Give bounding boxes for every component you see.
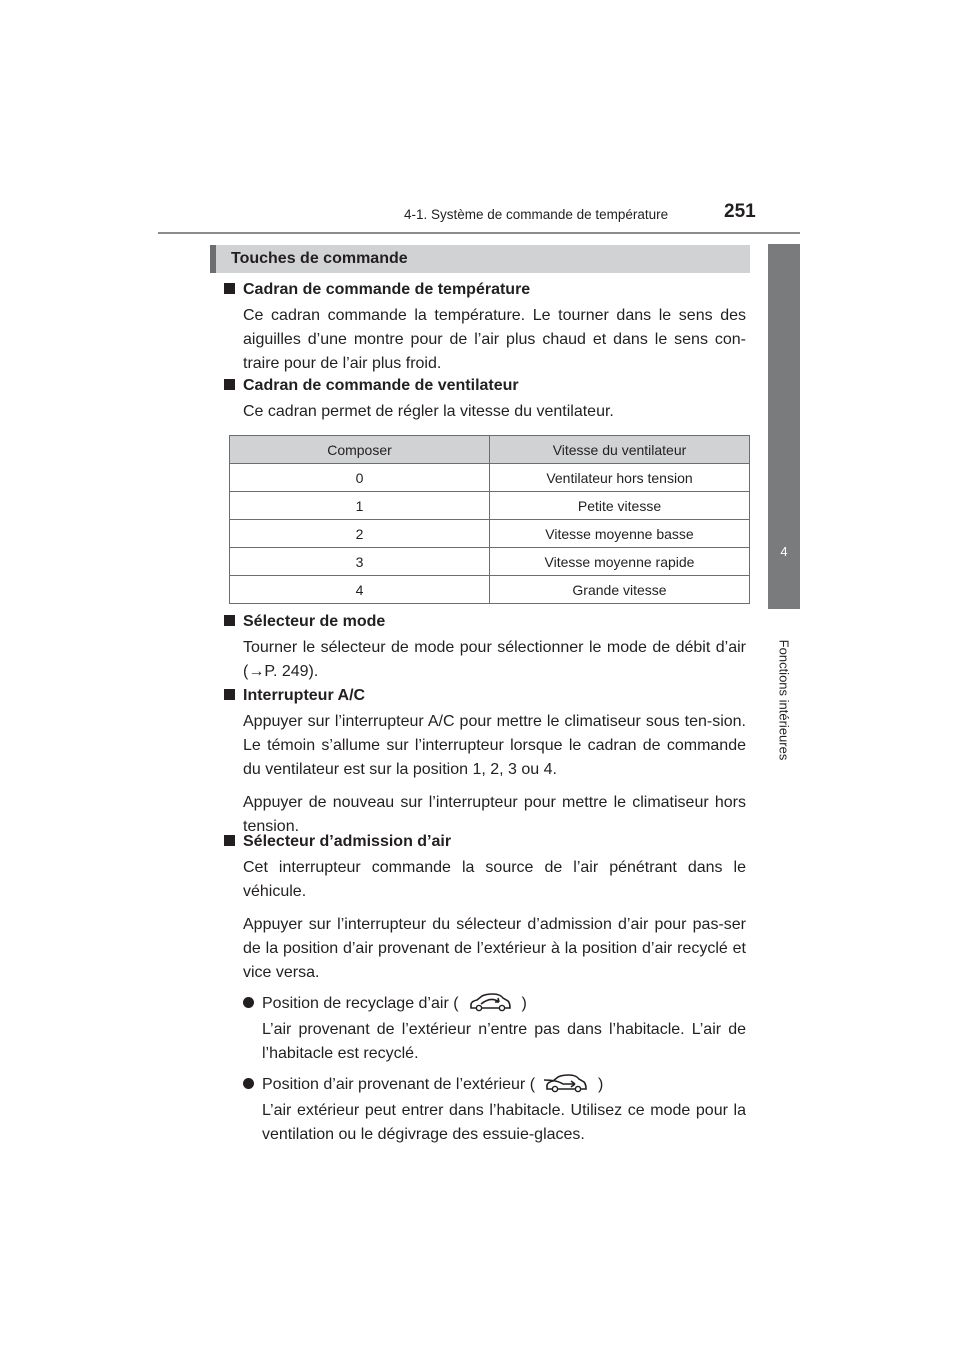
- ac-switch-title: Interrupteur A/C: [243, 687, 366, 704]
- round-bullet-icon: [243, 997, 254, 1008]
- temp-dial-text: Ce cadran commande la température. Le tourner dans le sens des aiguilles d’une montre pour de l’air plus chaud et dans le sens con-traire pour de l’air plus froid.: [243, 307, 746, 372]
- header-divider: [158, 232, 800, 234]
- table-cell: Vitesse moyenne basse: [490, 520, 750, 548]
- recirculation-text: L’air provenant de l’extérieur n’entre pas dans l’habitacle. L’air de l’habitacle est recyclé.: [262, 1021, 746, 1062]
- table-cell: Grande vitesse: [490, 576, 750, 604]
- mode-selector-section: [224, 610, 746, 684]
- table-row: [230, 548, 750, 576]
- air-intake-title: Sélecteur d’admission d’air: [243, 833, 452, 850]
- mode-selector-title: Sélecteur de mode: [243, 613, 386, 630]
- ac-switch-section: [224, 684, 746, 839]
- fresh-air-close: ): [597, 1076, 604, 1093]
- page-number: 251: [724, 201, 756, 222]
- table-cell: 4: [230, 576, 490, 604]
- table-header-row: [230, 436, 750, 464]
- temp-dial-section: [224, 278, 746, 376]
- fan-speed-table: [229, 435, 750, 604]
- square-bullet-icon: [224, 835, 235, 846]
- table-row: [230, 576, 750, 604]
- table-cell: Ventilateur hors tension: [490, 464, 750, 492]
- square-bullet-icon: [224, 615, 235, 626]
- table-row: [230, 492, 750, 520]
- round-bullet-icon: [243, 1078, 254, 1089]
- table-cell: Vitesse moyenne rapide: [490, 548, 750, 576]
- ac-switch-text-1: Appuyer sur l’interrupteur A/C pour mettre le climatiseur sous ten-sion. Le témoin s’allume sur l’interrupteur lorsque le cadran de commande du ventilateur est sur la position 1, 2, 3 ou 4.: [243, 713, 746, 778]
- chapter-tab-number: 4: [780, 544, 788, 559]
- air-intake-text-2: Appuyer sur l’interrupteur du sélecteur d’admission d’air pour pas-ser de la position d’air provenant de l’extérieur à la position d’air recyclé et vice versa.: [243, 916, 746, 981]
- table-cell: 0: [230, 464, 490, 492]
- recirculation-car-icon: [467, 991, 513, 1013]
- square-bullet-icon: [224, 689, 235, 700]
- table-cell: 1: [230, 492, 490, 520]
- recirculation-label: Position de recyclage d’air (: [262, 995, 459, 1012]
- table-cell: 3: [230, 548, 490, 576]
- table-cell: Petite vitesse: [490, 492, 750, 520]
- table-row: [230, 520, 750, 548]
- recirculation-item: [243, 991, 746, 1016]
- temp-dial-title: Cadran de commande de température: [243, 281, 531, 298]
- table-header-cell: Composer: [230, 436, 490, 464]
- square-bullet-icon: [224, 283, 235, 294]
- fan-dial-title: Cadran de commande de ventilateur: [243, 377, 519, 394]
- ac-switch-text-2: Appuyer de nouveau sur l’interrupteur pour mettre le climatiseur hors tension.: [243, 794, 746, 835]
- chapter-tab-label: Fonctions intérieures: [776, 639, 792, 761]
- table-row: [230, 464, 750, 492]
- fresh-air-label: Position d’air provenant de l’extérieur (: [262, 1076, 536, 1093]
- air-intake-text-1: Cet interrupteur commande la source de l’air pénétrant dans le véhicule.: [243, 859, 746, 900]
- square-bullet-icon: [224, 379, 235, 390]
- fan-dial-section: [224, 374, 746, 424]
- air-intake-section: [224, 830, 746, 1147]
- table-header-cell: Vitesse du ventilateur: [490, 436, 750, 464]
- running-header: 4-1. Système de commande de température: [404, 207, 669, 222]
- mode-selector-text: Tourner le sélecteur de mode pour sélectionner le mode de débit d’air (→P. 249).: [243, 639, 746, 680]
- fresh-air-item: [243, 1072, 746, 1097]
- section-title: Touches de commande: [231, 250, 408, 267]
- fresh-air-car-icon: [543, 1072, 589, 1094]
- fresh-air-text: L’air extérieur peut entrer dans l’habitacle. Utilisez ce mode pour la ventilation ou le dégivrage des essuie-glaces.: [262, 1102, 746, 1143]
- recirculation-close: ): [521, 995, 527, 1012]
- section-header: [210, 245, 750, 273]
- fan-dial-text: Ce cadran permet de régler la vitesse du ventilateur.: [243, 403, 614, 420]
- table-cell: 2: [230, 520, 490, 548]
